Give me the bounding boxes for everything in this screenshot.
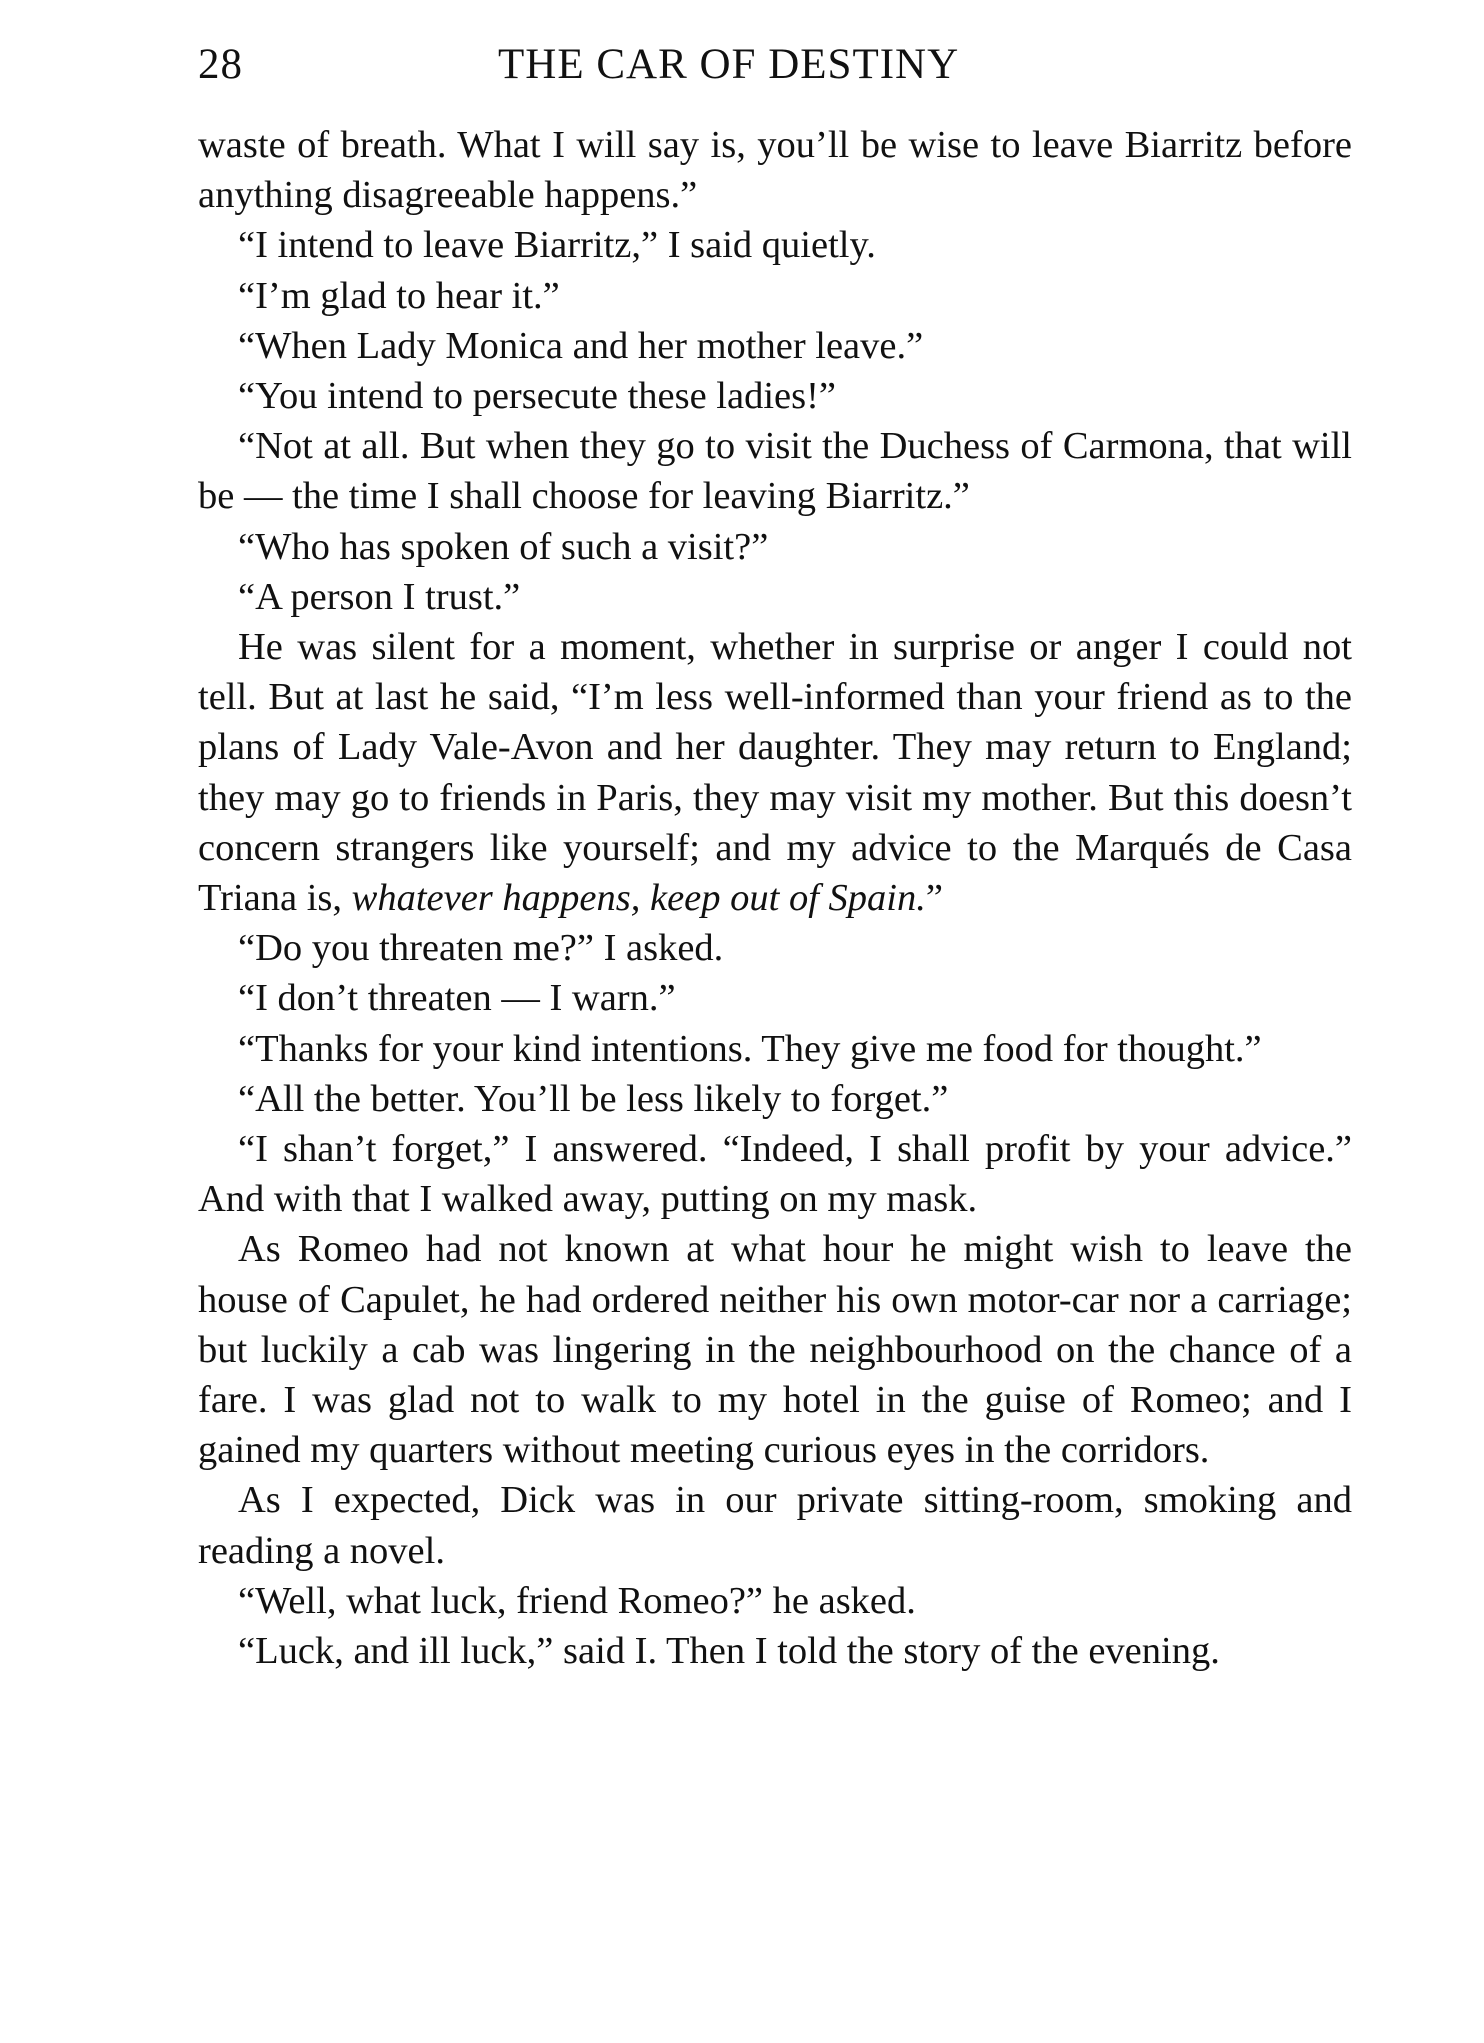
paragraph: “Well, what luck, friend Romeo?” he asked. [238,1579,916,1622]
paragraph: “You intend to persecute these ladies!” [238,375,837,418]
paragraph: “When Lady Monica and her mother leave.” [238,324,924,367]
paragraph [198,622,1352,923]
paragraph-text: He was silent for a moment, whether in surprise or anger I could not tell. But at last he said, “I’m less well-informed than your friend as to the plans of Lady Vale-Avon and her daughter. They may return to England; they may go to friends in Paris, they may visit my mother. But this doesn’t concern strangers like yourself; and my advice to the Marqués de Casa Triana is, [198,626,1352,920]
paragraph: “I intend to leave Biarritz,” I said quietly. [238,224,876,267]
book-title: THE CAR OF DESTINY [498,41,960,88]
paragraph: “Do you threaten me?” I asked. [238,927,724,970]
paragraph: “Who has spoken of such a visit?” [238,525,769,568]
paragraph: “I don’t threaten — I warn.” [238,977,676,1020]
paragraph: As I expected, Dick was in our private sitting-room, smoking and reading a novel. [198,1479,1352,1572]
italic-phrase: whatever happens, keep out of Spain. [351,877,926,920]
paragraph: waste of breath. What I will say is, you’ll be wise to leave Biarritz before anything disagreeable happens.” [198,124,1352,217]
paragraph: “I’m glad to hear it.” [238,274,560,317]
paragraph: “All the better. You’ll be less likely to forget.” [238,1077,949,1120]
paragraph: “I shan’t forget,” I answered. “Indeed, I shall profit by your advice.” And with that I walked away, putting on my mask. [198,1128,1352,1221]
paragraph: “Not at all. But when they go to visit the Duchess of Carmona, that will be — the time I shall choose for leaving Biarritz.” [198,425,1352,518]
page-number: 28 [198,41,243,88]
paragraph: “A person I trust.” [238,575,521,618]
paragraph: As Romeo had not known at what hour he might wish to leave the house of Capulet, he had ordered neither his own motor-car nor a carriage; but luckily a cab was lingering in the neighbourhood on the chance of a fare. I was glad not to walk to my hotel in the guise of Romeo; and I gained my quarters without meeting curious eyes in the corridors. [198,1228,1352,1472]
running-head [198,40,1352,106]
text-block [198,120,1352,1676]
closing-quote: ” [925,877,943,920]
paragraph: “Luck, and ill luck,” said I. Then I told the story of the evening. [238,1630,1220,1673]
paragraph: “Thanks for your kind intentions. They give me food for thought.” [238,1027,1262,1070]
